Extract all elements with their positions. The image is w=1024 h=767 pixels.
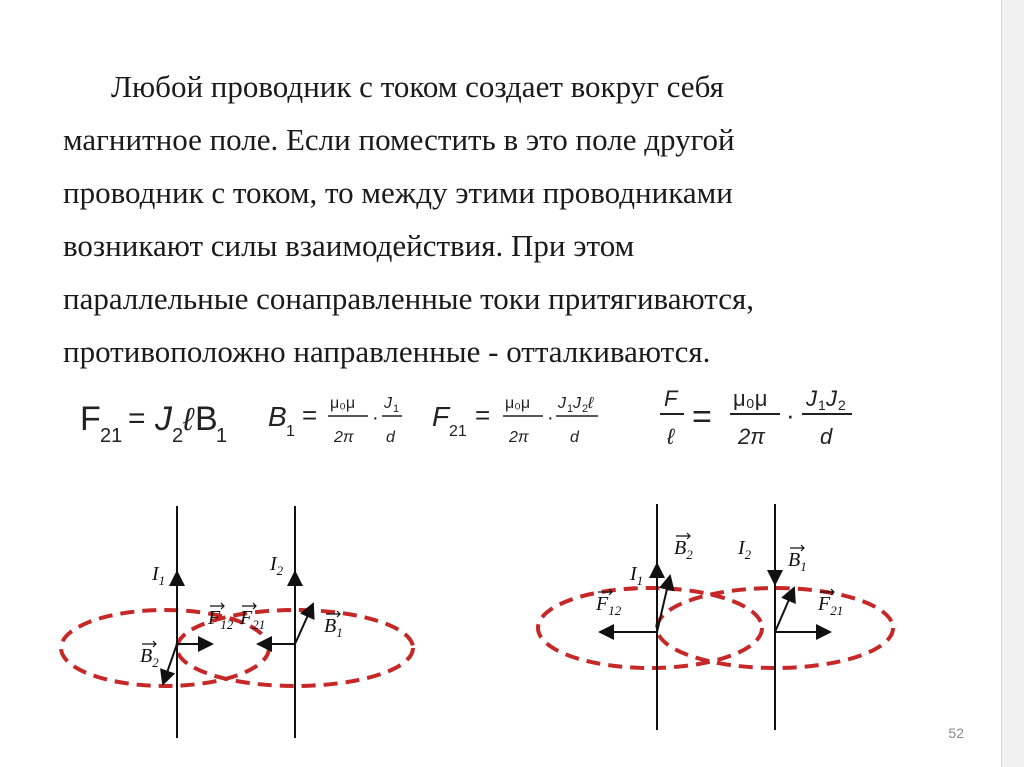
svg-text:ℓ: ℓ xyxy=(667,424,675,449)
label-b1: $B_1$ xyxy=(788,549,807,574)
svg-text:J: J xyxy=(806,386,817,411)
field-b1-arrow xyxy=(775,588,794,632)
svg-text:J: J xyxy=(558,395,566,412)
svg-text:2π: 2π xyxy=(509,429,529,446)
svg-text:·: · xyxy=(786,400,795,430)
svg-text:=: = xyxy=(475,400,491,430)
svg-text:F: F xyxy=(80,400,101,438)
label-f21: $F_{21}$ xyxy=(818,593,844,618)
label-i1: $I_1$ xyxy=(630,563,644,588)
field-b2-arrow xyxy=(163,644,177,684)
svg-text:=: = xyxy=(302,400,318,430)
label-i2: $I_2$ xyxy=(738,537,752,562)
svg-text:μ₀μ: μ₀μ xyxy=(505,395,531,412)
paragraph-line: противоположно направленные - отталкиваются. xyxy=(63,334,711,369)
paragraph-line: проводник с током, то между этими проводниками xyxy=(63,175,733,210)
formula-force-f21 xyxy=(432,395,598,446)
formula-field-b1 xyxy=(268,395,402,446)
field-line-loop xyxy=(538,588,762,668)
svg-text:2π: 2π xyxy=(334,429,354,446)
svg-text:=: = xyxy=(692,398,712,436)
svg-text:1: 1 xyxy=(393,403,400,415)
page-number: 52 xyxy=(948,725,964,741)
svg-text:2π: 2π xyxy=(738,424,765,449)
label-f12: $F_{12}$ xyxy=(208,607,234,632)
svg-text:μ₀μ: μ₀μ xyxy=(330,395,356,412)
diagram-attraction xyxy=(50,500,430,745)
label-i1: $I_1$ xyxy=(152,563,166,588)
paragraph-line: параллельные сонаправленные токи притягиваются, xyxy=(63,281,754,316)
label-i2: $I_2$ xyxy=(270,553,284,578)
field-line-loop xyxy=(61,610,269,686)
body-paragraph xyxy=(63,60,963,378)
svg-text:F: F xyxy=(664,386,678,411)
diagram-repulsion xyxy=(530,500,910,745)
svg-text:J: J xyxy=(155,400,172,438)
slide-edge xyxy=(1001,0,1024,767)
formula-force-ampere xyxy=(80,400,227,447)
svg-text:ℓ: ℓ xyxy=(183,401,194,437)
label-f12: $F_{12}$ xyxy=(596,593,622,618)
svg-text:21: 21 xyxy=(100,425,123,447)
field-b2-arrow xyxy=(657,576,670,632)
svg-text:d: d xyxy=(386,429,395,446)
svg-text:2: 2 xyxy=(838,397,846,413)
svg-text:1: 1 xyxy=(286,423,295,440)
svg-text:J: J xyxy=(384,395,392,412)
paragraph-line: Любой проводник с током создает вокруг себя xyxy=(111,69,724,104)
svg-text:F: F xyxy=(432,401,450,432)
svg-text:2: 2 xyxy=(172,425,184,447)
svg-text:·: · xyxy=(547,407,554,429)
paragraph-line: возникают силы взаимодействия. При этом xyxy=(63,228,635,263)
svg-text:=: = xyxy=(128,402,146,435)
svg-text:·: · xyxy=(372,407,379,429)
svg-text:1: 1 xyxy=(216,425,228,447)
svg-text:μ₀μ: μ₀μ xyxy=(733,386,768,411)
formula-force-per-length xyxy=(660,386,852,449)
svg-text:d: d xyxy=(570,429,579,446)
label-b2: $B_2$ xyxy=(140,645,159,670)
svg-text:J: J xyxy=(573,395,581,412)
svg-text:B: B xyxy=(268,401,287,432)
svg-text:d: d xyxy=(820,424,833,449)
svg-text:21: 21 xyxy=(449,423,467,440)
svg-text:ℓ: ℓ xyxy=(588,395,594,412)
label-b1: $B_1$ xyxy=(324,615,343,640)
svg-text:1: 1 xyxy=(818,397,826,413)
svg-text:J: J xyxy=(826,386,837,411)
label-b2: $B_2$ xyxy=(674,537,693,562)
svg-text:2: 2 xyxy=(582,403,589,415)
svg-text:B: B xyxy=(195,400,218,438)
paragraph-line: магнитное поле. Если поместить в это поле другой xyxy=(63,122,735,157)
formula-row xyxy=(0,370,1000,480)
svg-text:1: 1 xyxy=(567,403,574,415)
label-f21: $F_{21}$ xyxy=(240,607,266,632)
